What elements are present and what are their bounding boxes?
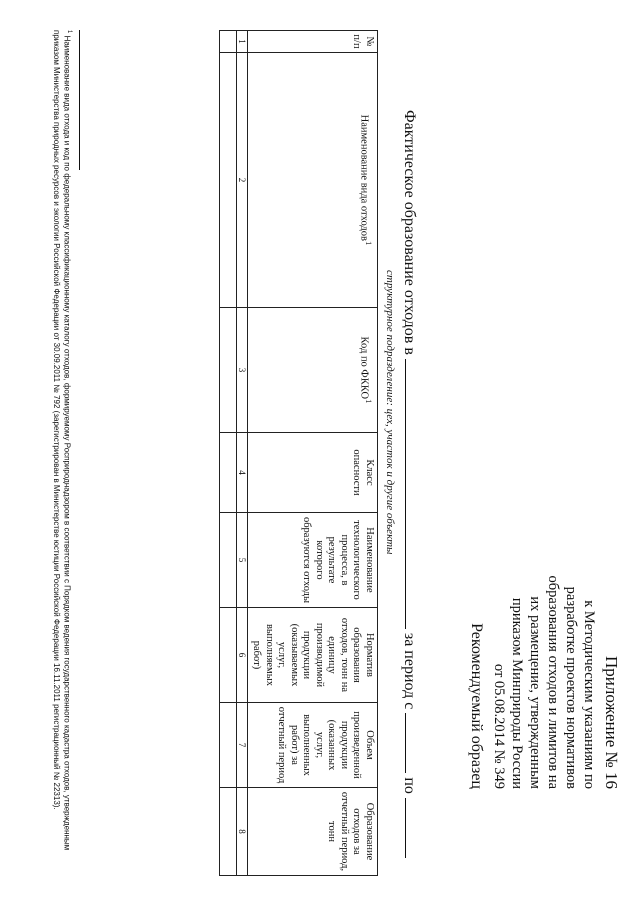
recommended-sample-label: Рекомендуемый образец (468, 623, 485, 789)
column-header: Образование отходов за отчетный период, тонн (248, 788, 378, 876)
appendix-line: от 05.08.2014 № 349 (491, 663, 507, 789)
column-number-row (237, 31, 248, 876)
footnote (50, 30, 74, 880)
column-number: 7 (237, 703, 248, 788)
column-header: № п/п (248, 31, 378, 53)
period-to-blank[interactable] (405, 798, 422, 858)
table-header-row (248, 31, 378, 876)
table-cell[interactable] (220, 608, 237, 703)
table-cell[interactable] (220, 53, 237, 308)
footnote-mark: 1 (66, 30, 72, 34)
column-header: Норматив образования отходов, тонн на единицу производимой продукции (оказываемых услуг, выполняемых работ) (248, 608, 378, 703)
form-title (400, 110, 422, 810)
table-cell[interactable] (220, 31, 237, 53)
column-number: 2 (237, 53, 248, 308)
column-header: Наименование вида отходов$^1$ (248, 53, 378, 308)
footnote-separator (79, 30, 80, 170)
column-number: 8 (237, 788, 248, 876)
column-number: 6 (237, 608, 248, 703)
appendix-line: разработке проектов нормативов (563, 586, 579, 789)
title-text: Фактическое образование отходов в (401, 110, 418, 355)
period-from-blank[interactable] (405, 713, 422, 773)
table-cell[interactable] (220, 433, 237, 513)
appendix-number: Приложение № 16 (602, 656, 621, 789)
footnote-text: Наименование вида отхода и код по федеральному классификационному каталогу отходов, формируемому Росприроднадзором в соответствии с Порядком ведения государственного кадастра отходов, утвержденным приказом Министерства природных ресурсов и экологии Российской Федерации от 30.09.2011 № 792 (зарегистрирован в Министерстве юстиции Российской Федерации 16.11.2011 регистрационный № 22313). (51, 30, 72, 851)
column-number: 1 (237, 31, 248, 53)
appendix-line: образования отходов и лимитов на (545, 575, 561, 789)
period-to-label: по (401, 777, 418, 794)
period-from-label: за период с (401, 632, 418, 710)
subdivision-caption: структурное подразделение: цех, участок и другие объекты (384, 270, 396, 555)
column-number: 5 (237, 513, 248, 608)
column-header: Наименование технологического процесса, в результате которого образуются отходы (248, 513, 378, 608)
column-header: Объем произведенной продукции (оказанных услуг, выполненных работ) за отчетный период (248, 703, 378, 788)
table-cell[interactable] (220, 513, 237, 608)
column-header: Код по ФККО$^1$ (248, 308, 378, 433)
appendix-line: к Методическим указаниям по (581, 600, 597, 789)
column-header: Класс опасности (248, 433, 378, 513)
appendix-line: их размещение, утвержденным (527, 596, 543, 789)
subdivision-blank[interactable] (405, 359, 422, 629)
appendix-line: приказом Минприроды России (509, 597, 525, 789)
appendix-header (465, 539, 622, 789)
column-number: 3 (237, 308, 248, 433)
table-cell[interactable] (220, 703, 237, 788)
table-cell[interactable] (220, 788, 237, 876)
column-number: 4 (237, 433, 248, 513)
table-row (220, 31, 237, 876)
table-cell[interactable] (220, 308, 237, 433)
waste-generation-table (219, 30, 378, 876)
